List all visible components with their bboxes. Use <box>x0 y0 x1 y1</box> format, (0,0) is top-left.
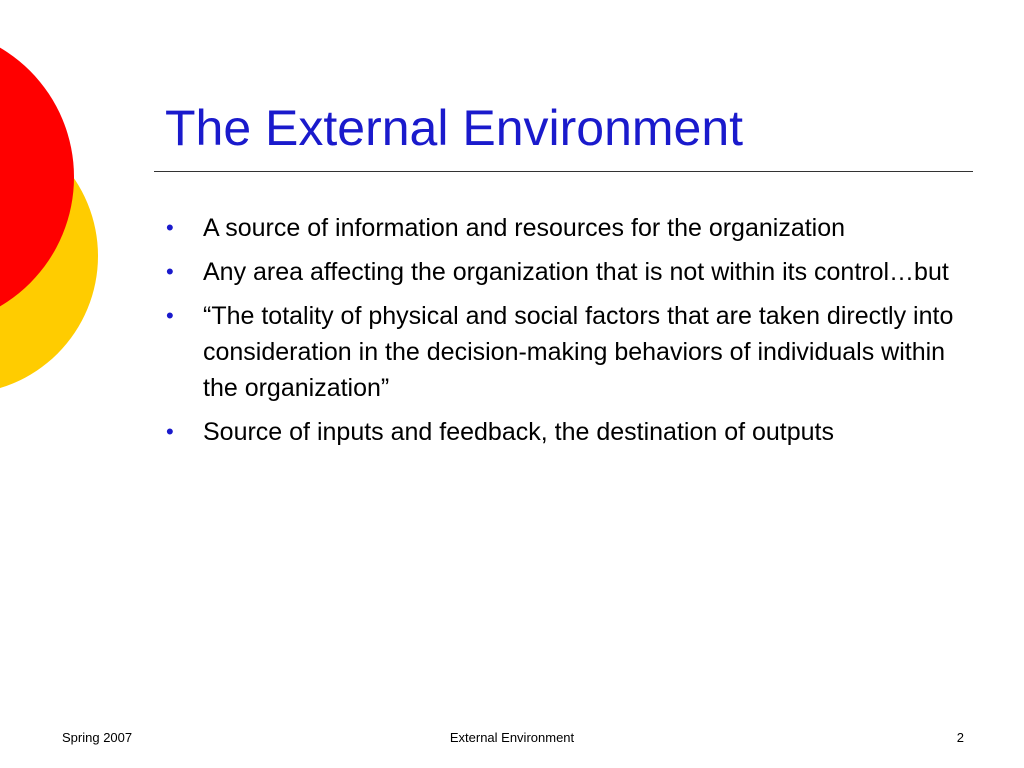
bullet-item <box>166 210 966 246</box>
slide-number: 2 <box>956 730 964 745</box>
slide-title: The External Environment <box>165 100 744 156</box>
bullet-text: “The totality of physical and social factors that are taken directly into consideration in the decision-making behaviors of individuals within the organization” <box>203 302 954 402</box>
bullet-list <box>166 210 966 458</box>
bullet-item <box>166 414 966 450</box>
bullet-text: A source of information and resources for the organization <box>203 214 846 242</box>
bullet-marker: • <box>166 303 174 328</box>
bullet-text: Source of inputs and feedback, the destination of outputs <box>203 418 834 446</box>
bullet-item <box>166 254 966 290</box>
title-divider <box>154 171 973 172</box>
bullet-text: Any area affecting the organization that is not within its control…but <box>203 258 949 286</box>
bullet-item <box>166 298 966 406</box>
bullet-marker: • <box>166 259 174 284</box>
footer-title: External Environment <box>449 730 575 745</box>
bullet-marker: • <box>166 419 174 444</box>
footer-date: Spring 2007 <box>62 730 133 745</box>
bullet-marker: • <box>166 215 174 240</box>
decorative-circles <box>0 0 120 420</box>
